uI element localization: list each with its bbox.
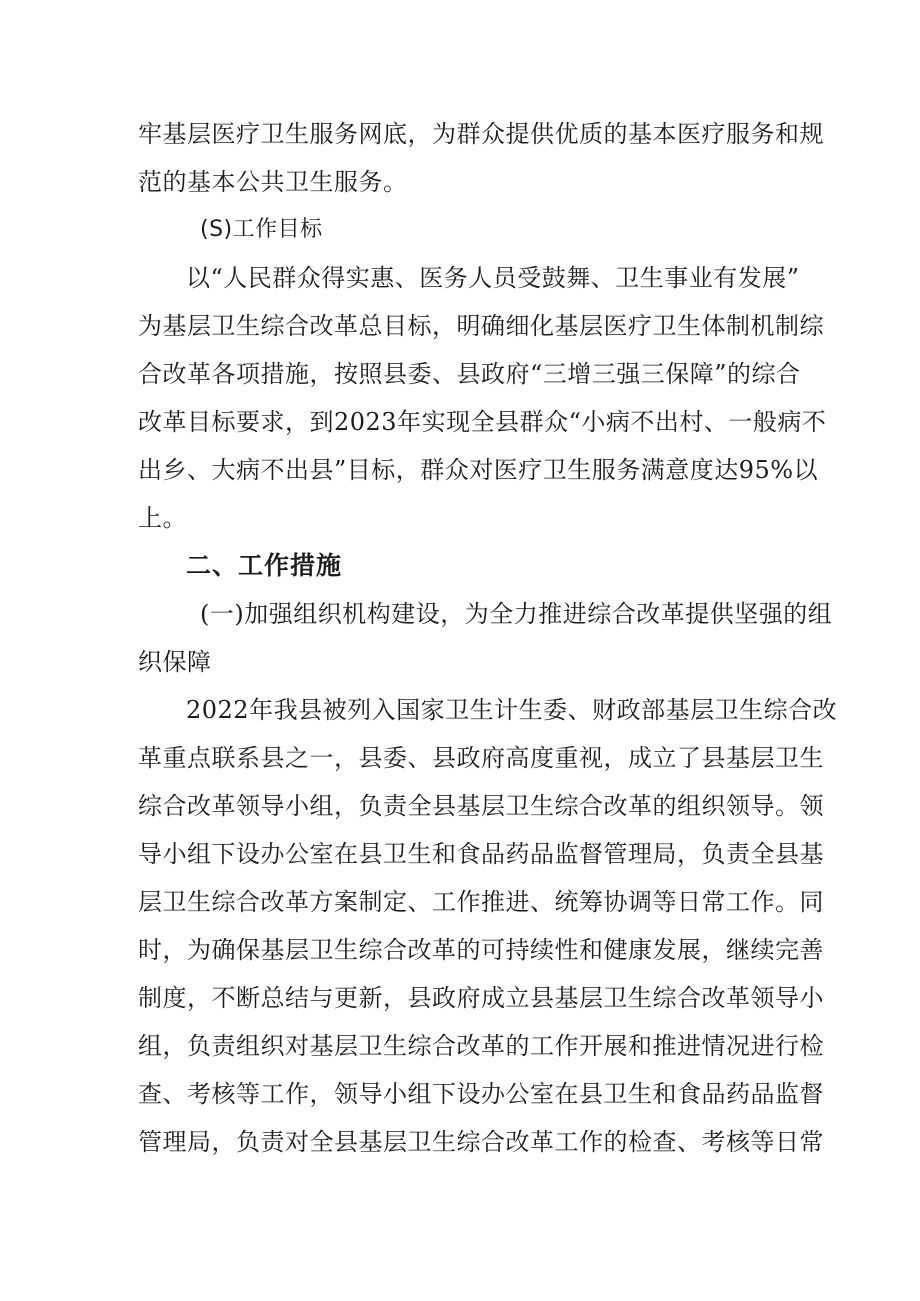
section-heading: 二、工作措施: [186, 551, 343, 580]
goal-line-6: 上。: [138, 504, 187, 532]
measure-heading-line-1: (一)加强组织机构建设，为全力推进综合改革提供坚强的组: [200, 600, 833, 628]
goal-line-4: 改革目标要求，到2023年实现全县群众“小病不出村、一般病不: [138, 408, 827, 436]
goal-line-1: 以“人民群众得实惠、医务人员受鼓舞、卫生事业有发展”: [186, 264, 800, 292]
measure-line-9: 查、考核等工作，领导小组下设办公室在县卫生和食品药品监督: [138, 1080, 824, 1108]
measure-line-6: 时，为确保基层卫生综合改革的可持续性和健康发展，继续完善: [138, 936, 824, 964]
measure-line-7: 制度，不断总结与更新，县政府成立县基层卫生综合改革领导小: [138, 984, 824, 1012]
goal-line-2: 为基层卫生综合改革总目标，明确细化基层医疗卫生体制机制综: [138, 312, 824, 340]
measure-line-3: 综合改革领导小组，负责全县基层卫生综合改革的组织领导。领: [138, 792, 824, 820]
goal-line-3: 合改革各项措施，按照县委、县政府“三增三强三保障”的综合: [138, 360, 801, 388]
measure-line-2: 革重点联系县之一，县委、县政府高度重视，成立了县基层卫生: [138, 744, 824, 772]
intro-line-1: 牢基层医疗卫生服务网底，为群众提供优质的基本医疗服务和规: [138, 120, 824, 148]
goal-line-5: 出乡、大病不出县”目标，群众对医疗卫生服务满意度达95%以: [138, 456, 819, 484]
goal-heading: (S)工作目标: [200, 217, 323, 242]
measure-line-4: 导小组下设办公室在县卫生和食品药品监督管理局，负责全县基: [138, 840, 824, 868]
measure-line-8: 组，负责组织对基层卫生综合改革的工作开展和推进情况进行检: [138, 1032, 824, 1060]
measure-line-1: 2022年我县被列入国家卫生计生委、财政部基层卫生综合改: [186, 696, 838, 724]
measure-line-5: 层卫生综合改革方案制定、工作推进、统筹协调等日常工作。同: [138, 888, 824, 916]
measure-heading-line-2: 织保障: [138, 648, 212, 676]
intro-line-2: 范的基本公共卫生服务。: [138, 168, 408, 196]
measure-line-10: 管理局，负责对全县基层卫生综合改革工作的检查、考核等日常: [138, 1128, 824, 1156]
